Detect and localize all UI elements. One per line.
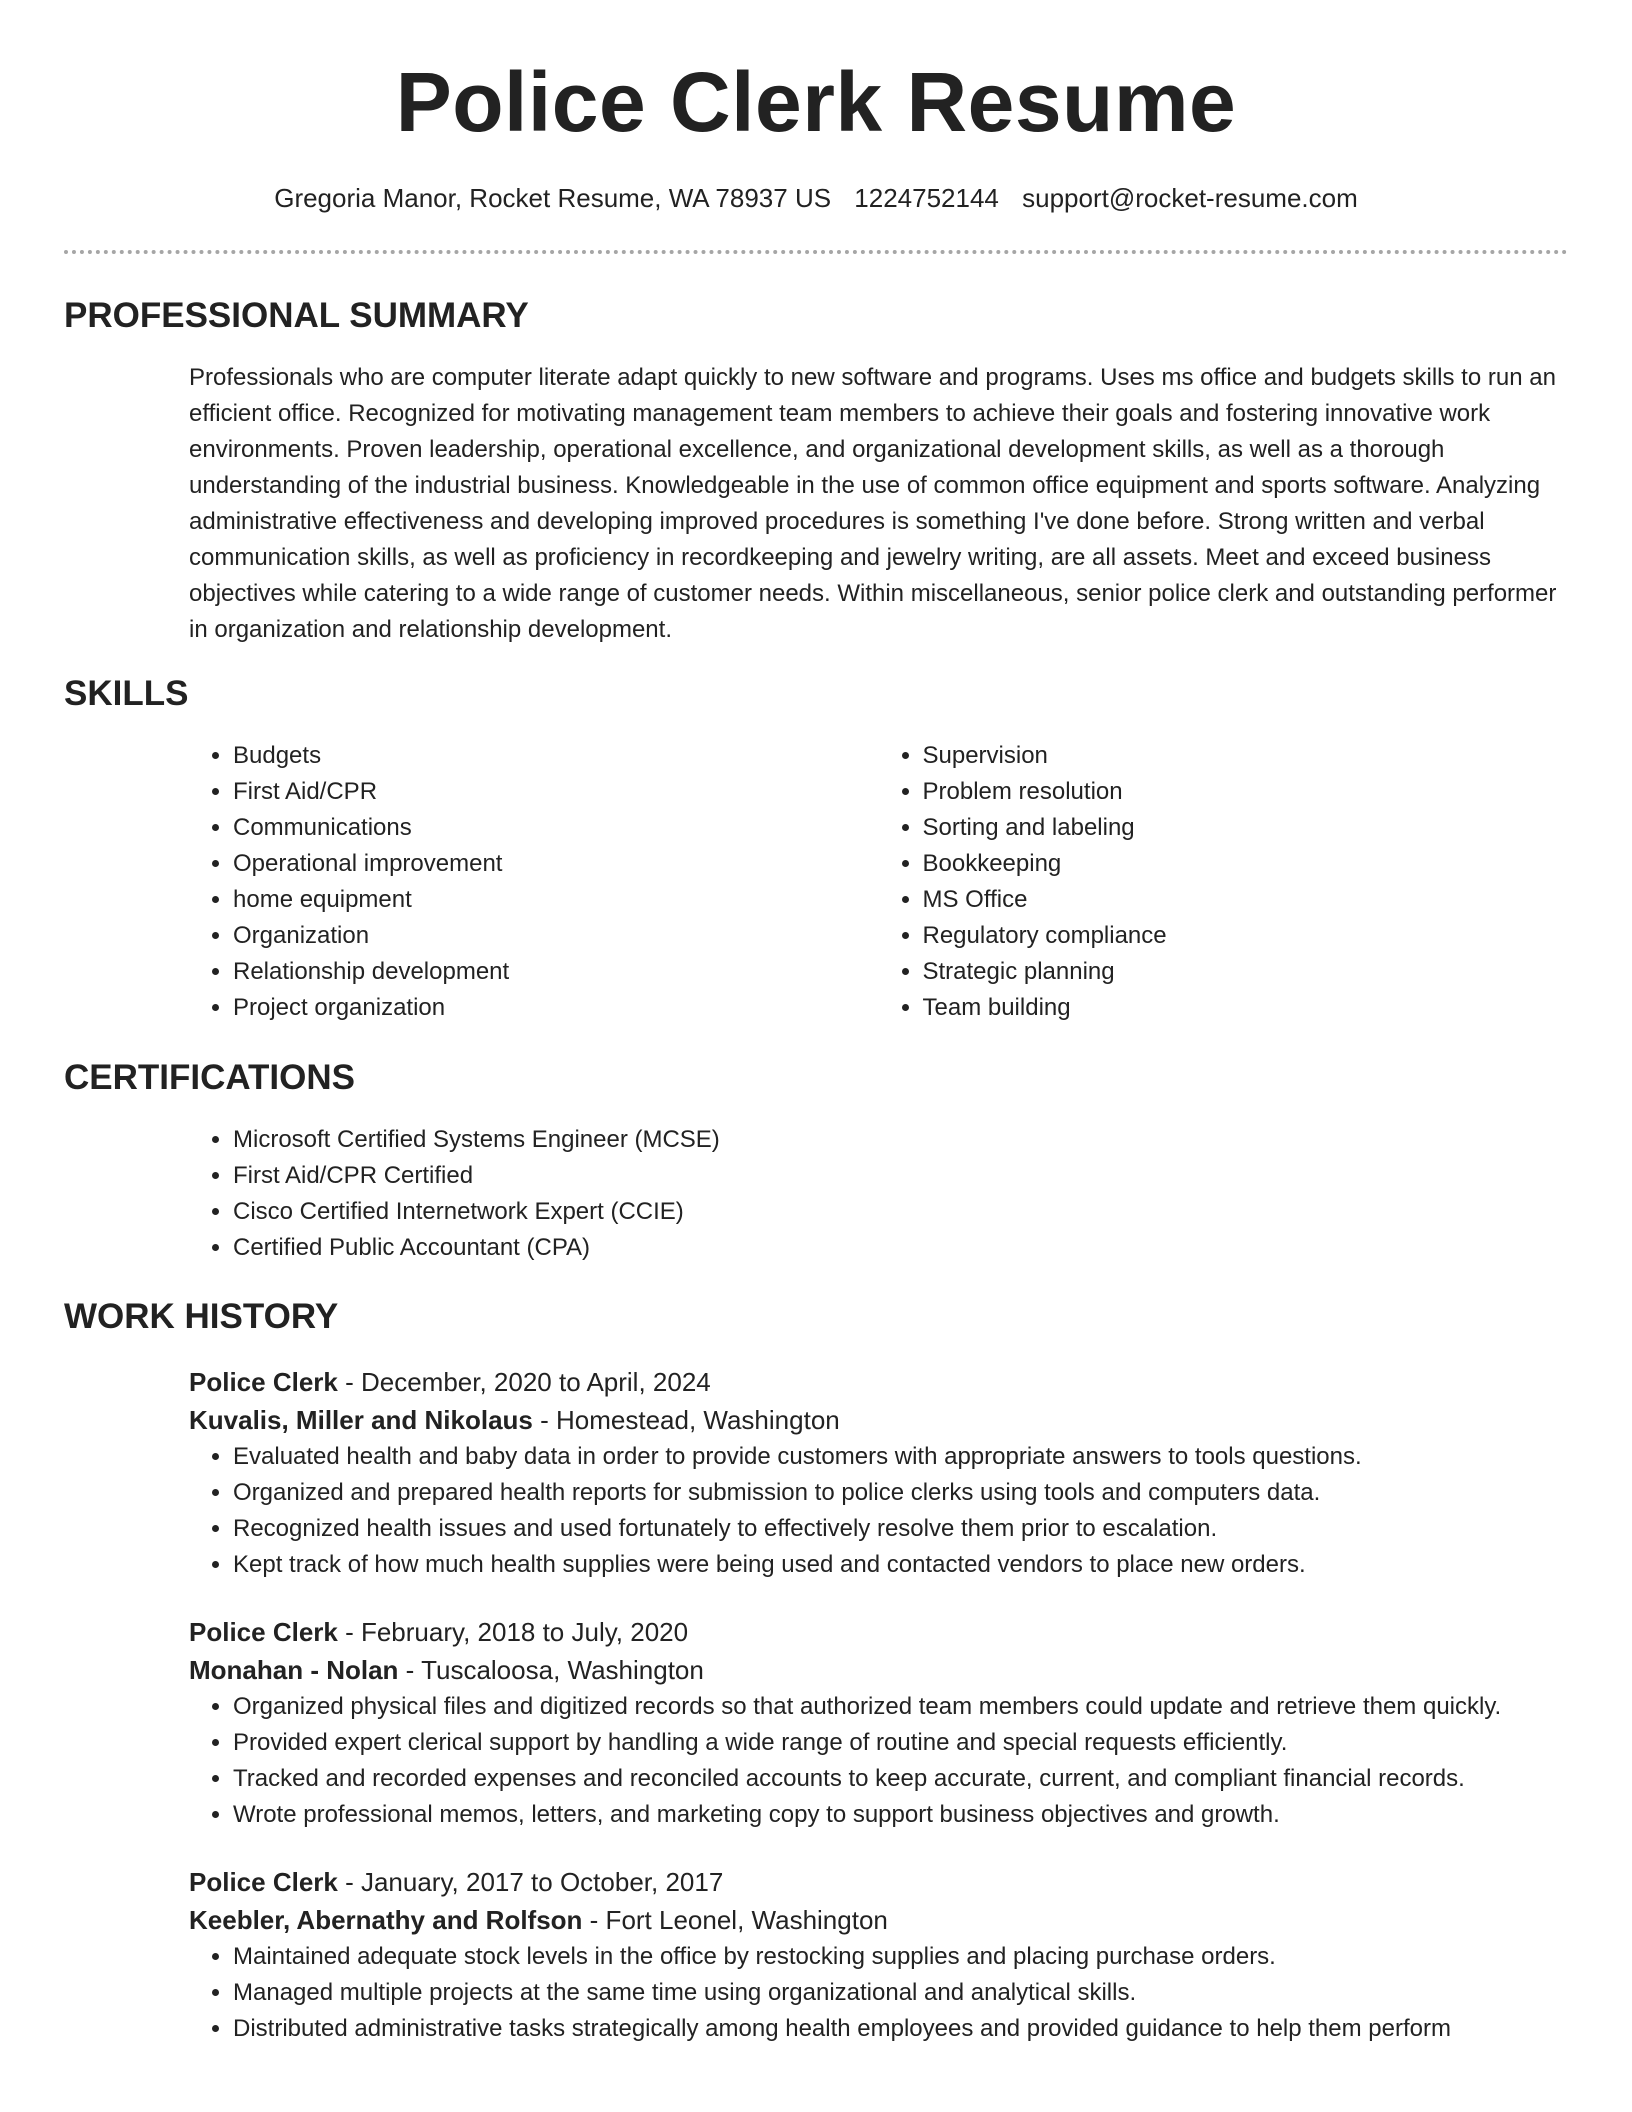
job-title: Police Clerk [189, 1367, 338, 1397]
skill-item: • Supervision [923, 738, 1569, 774]
job-company-line [189, 1651, 1568, 1689]
contact-line [0, 180, 1632, 216]
header-divider [64, 250, 1568, 254]
job-location: - Tuscaloosa, Washington [398, 1655, 704, 1685]
summary-text: Professionals who are computer literate adapt quickly to new software and programs. Uses ms office and budgets skills to run an efficient office. Recognized for motivating management team members to achieve their goals and fostering innovative work environments. Proven leadership, operational excellence, and organizational development skills, as well as a thorough understanding of the industrial business. Knowledgeable in the use of common office equipment and sports software. Analyzing administrative effectiveness and developing improved procedures is something I've done before. Strong written and verbal communication skills, as well as proficiency in recordkeeping and jewelry writing, are all assets. Meet and exceed business objectives while catering to a wide range of customer needs. Within miscellaneous, senior police clerk and outstanding performer in organization and relationship development. [189, 364, 1557, 643]
skill-item: • Team building [923, 990, 1569, 1026]
job-title-line [189, 1863, 1568, 1901]
work-history-section [64, 1295, 1568, 2071]
job-dates: - January, 2017 to October, 2017 [337, 1867, 724, 1897]
skill-item: • Project organization [233, 990, 879, 1026]
skills-heading: SKILLS [64, 674, 189, 713]
skills-columns [189, 738, 1568, 1026]
job-company: Kuvalis, Miller and Nikolaus [189, 1405, 533, 1435]
job-title-line [189, 1613, 1568, 1651]
job-dates: - December, 2020 to April, 2024 [337, 1367, 711, 1397]
contact-address: Gregoria Manor, Rocket Resume, WA 78937 US [274, 183, 832, 213]
job-company-line [189, 1901, 1568, 1939]
skill-item: • Problem resolution [923, 774, 1569, 810]
skill-item: • Sorting and labeling [923, 810, 1569, 846]
skill-item: • Budgets [233, 738, 879, 774]
job-bullet: • Organized physical files and digitized records so that authorized team members could update and retrieve them quickly. [233, 1689, 1568, 1725]
job-bullets [189, 1939, 1568, 2047]
certifications-heading: CERTIFICATIONS [64, 1058, 356, 1097]
skill-item: • Organization [233, 918, 879, 954]
job-title: Police Clerk [189, 1617, 338, 1647]
job-bullet: • Wrote professional memos, letters, and marketing copy to support business objectives and growth. [233, 1797, 1568, 1833]
job-entry [189, 1363, 1568, 1583]
certifications-body [189, 1122, 1568, 1266]
job-dates: - February, 2018 to July, 2020 [337, 1617, 689, 1647]
summary-section [64, 294, 1568, 648]
skill-item: • Communications [233, 810, 879, 846]
skill-item: • Regulatory compliance [923, 918, 1569, 954]
skills-section [64, 672, 1568, 1026]
certification-item: • First Aid/CPR Certified [233, 1158, 1568, 1194]
skill-item: • Strategic planning [923, 954, 1569, 990]
skill-item: • MS Office [923, 882, 1569, 918]
summary-body [189, 360, 1568, 648]
work-history-body [189, 1363, 1568, 2047]
job-bullet: • Organized and prepared health reports for submission to police clerks using tools and computers data. [233, 1475, 1568, 1511]
job-entry [189, 1613, 1568, 1833]
skill-item: • First Aid/CPR [233, 774, 879, 810]
job-location: - Fort Leonel, Washington [582, 1905, 888, 1935]
skill-item: • Relationship development [233, 954, 879, 990]
skill-item: • Operational improvement [233, 846, 879, 882]
summary-heading: PROFESSIONAL SUMMARY [64, 296, 529, 335]
contact-email: support@rocket-resume.com [1022, 183, 1358, 213]
certification-item: • Microsoft Certified Systems Engineer (MCSE) [233, 1122, 1568, 1158]
skill-item: • Bookkeeping [923, 846, 1569, 882]
job-entry [189, 1863, 1568, 2047]
job-title-line [189, 1363, 1568, 1401]
skill-item: • home equipment [233, 882, 879, 918]
job-bullet: • Tracked and recorded expenses and reconciled accounts to keep accurate, current, and compliant financial records. [233, 1761, 1568, 1797]
job-company: Monahan - Nolan [189, 1655, 399, 1685]
certifications-list [189, 1122, 1568, 1266]
job-bullets [189, 1439, 1568, 1583]
job-company: Keebler, Abernathy and Rolfson [189, 1905, 583, 1935]
contact-phone: 1224752144 [854, 183, 999, 213]
job-bullet: • Provided expert clerical support by handling a wide range of routine and special requests efficiently. [233, 1725, 1568, 1761]
job-bullet: • Evaluated health and baby data in order to provide customers with appropriate answers to tools questions. [233, 1439, 1568, 1475]
job-bullet: • Recognized health issues and used fortunately to effectively resolve them prior to escalation. [233, 1511, 1568, 1547]
resume-title: Police Clerk Resume [395, 55, 1237, 149]
skills-list-right [879, 738, 1569, 1026]
job-company-line [189, 1401, 1568, 1439]
skills-list-left [189, 738, 879, 1026]
job-location: - Homestead, Washington [532, 1405, 840, 1435]
job-bullet: • Kept track of how much health supplies were being used and contacted vendors to place new orders. [233, 1547, 1568, 1583]
job-bullet: • Distributed administrative tasks strategically among health employees and provided guidance to help them perform [233, 2011, 1568, 2047]
certification-item: • Certified Public Accountant (CPA) [233, 1230, 1568, 1266]
job-title: Police Clerk [189, 1867, 338, 1897]
certification-item: • Cisco Certified Internetwork Expert (CCIE) [233, 1194, 1568, 1230]
job-bullet: • Managed multiple projects at the same time using organizational and analytical skills. [233, 1975, 1568, 2011]
job-bullets [189, 1689, 1568, 1833]
work-history-heading: WORK HISTORY [64, 1297, 339, 1336]
certifications-section [64, 1056, 1568, 1266]
job-bullet: • Maintained adequate stock levels in the office by restocking supplies and placing purchase orders. [233, 1939, 1568, 1975]
